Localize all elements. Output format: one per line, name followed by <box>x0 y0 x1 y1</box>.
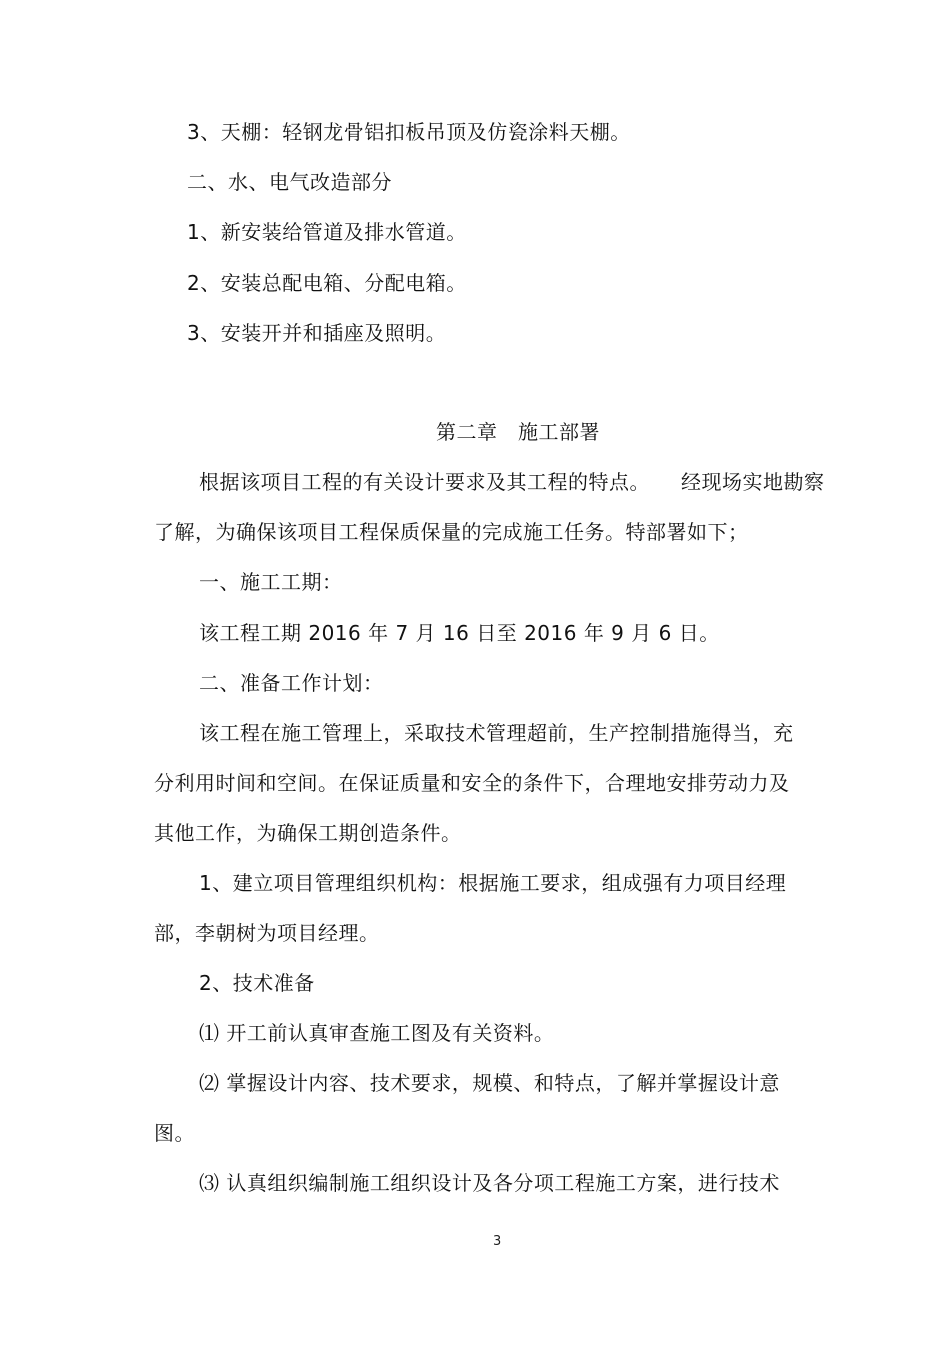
page-number: 3 <box>493 1234 502 1249</box>
item-ceiling: 3、天棚：轻钢龙骨铝扣板吊顶及仿瓷涂料天棚。 <box>187 120 631 144</box>
list-item: ⑶ 认真组织编制施工组织设计及各分项工程施工方案，进行技术 <box>199 1171 780 1195</box>
body-line: 1、建立项目管理组织机构：根据施工要求，组成强有力项目经理 <box>199 871 787 895</box>
list-item: ⑵ 掌握设计内容、技术要求，规模、和特点，了解并掌握设计意 <box>199 1071 780 1095</box>
chapter-title: 第二章 施工部署 <box>436 420 600 444</box>
item-distribution-box: 2、安装总配电箱、分配电箱。 <box>187 271 467 295</box>
body-line: 部，李朝树为项目经理。 <box>154 921 380 945</box>
section-schedule: 一、施工工期： <box>199 570 343 594</box>
body-line: 了解，为确保该项目工程保质保量的完成施工任务。特部署如下； <box>154 520 749 544</box>
item-switches-lighting: 3、安装开并和插座及照明。 <box>187 321 447 345</box>
body-line: 根据该项目工程的有关设计要求及其工程的特点。 经现场实地勘察 <box>199 470 825 494</box>
list-item: ⑴ 开工前认真审查施工图及有关资料。 <box>199 1021 555 1045</box>
section-water-electric: 二、水、电气改造部分 <box>187 170 392 194</box>
item-new-pipes: 1、新安装给管道及排水管道。 <box>187 220 467 244</box>
section-preparation: 二、准备工作计划： <box>199 671 384 695</box>
body-line: 其他工作，为确保工期创造条件。 <box>154 821 462 845</box>
body-line: 该工程工期 2016 年 7 月 16 日至 2016 年 9 月 6 日。 <box>199 621 720 645</box>
body-line: 该工程在施工管理上，采取技术管理超前，生产控制措施得当，充 <box>199 721 794 745</box>
subsection-tech-prep: 2、技术准备 <box>199 971 315 995</box>
body-line: 分利用时间和空间。在保证质量和安全的条件下，合理地安排劳动力及 <box>154 771 790 795</box>
body-line: 图。 <box>154 1121 195 1145</box>
